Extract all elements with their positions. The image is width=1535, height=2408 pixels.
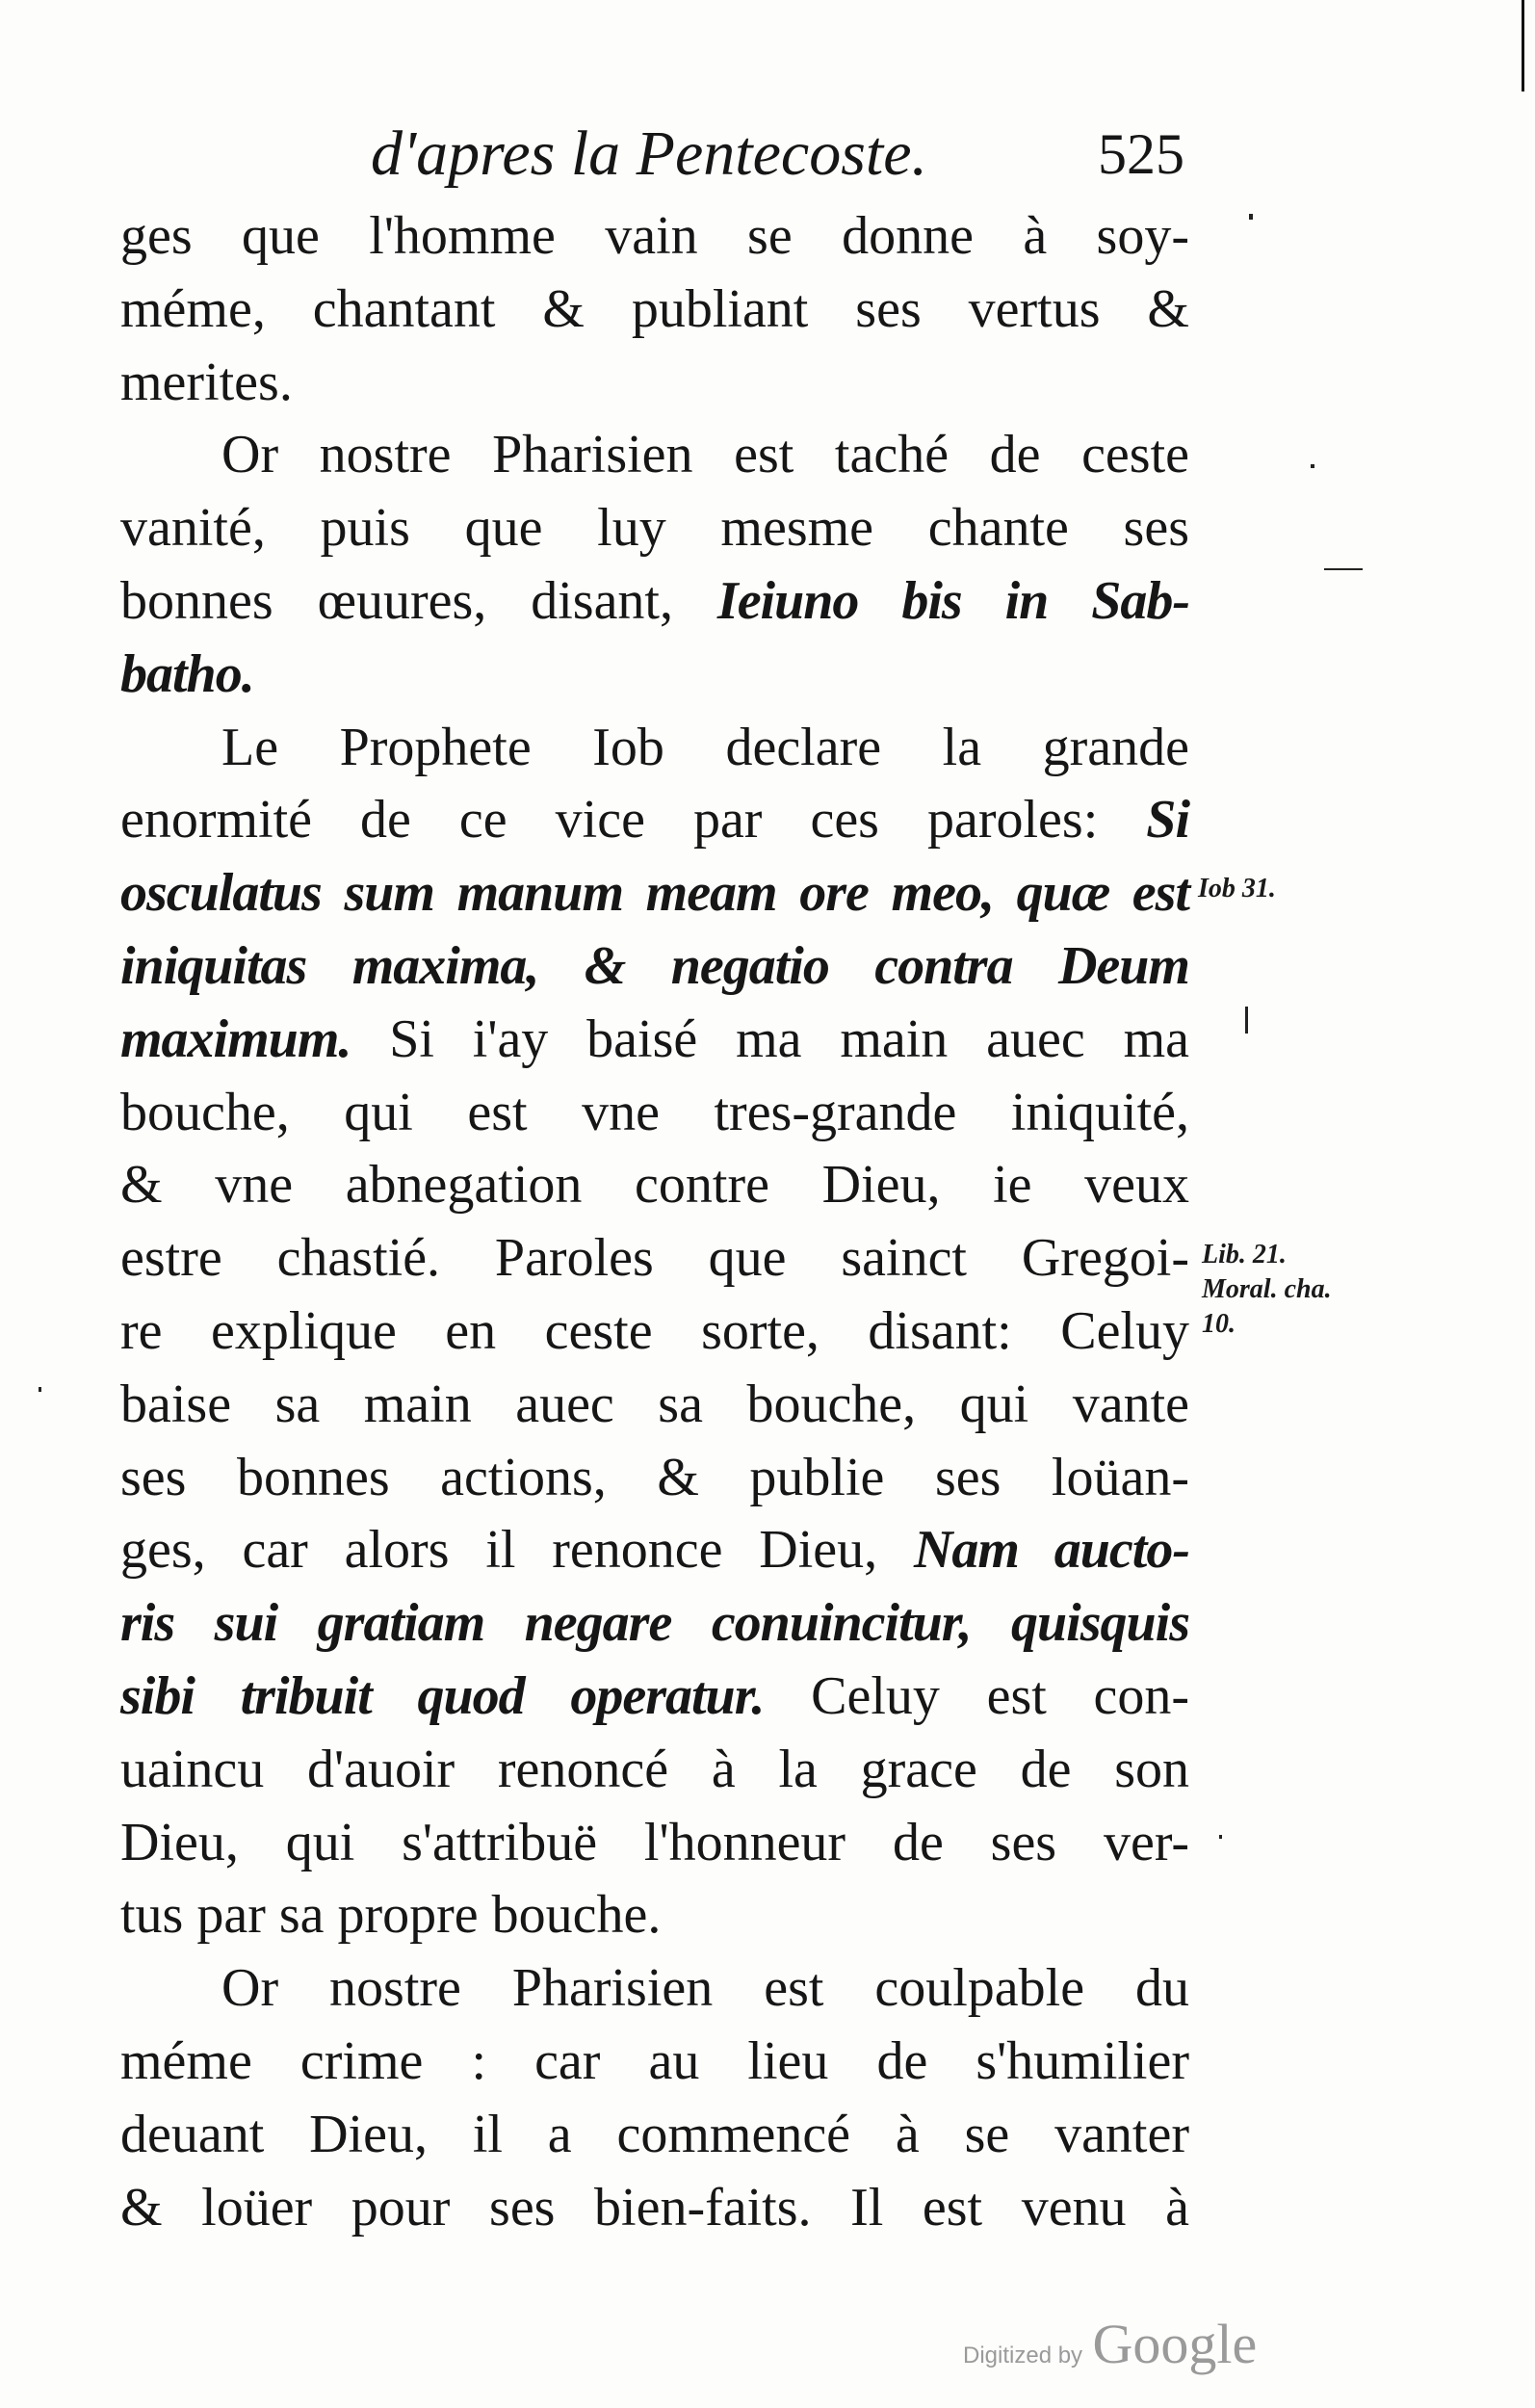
running-header <box>337 111 1184 197</box>
text-run: & vne abnegation contre Dieu, ie veux <box>120 1155 1189 1216</box>
text-line <box>120 1077 1189 1150</box>
latin-quote: iniquitas maxima, & negatio contra Deum <box>120 935 1189 996</box>
text-line <box>120 2026 1189 2099</box>
running-title: d'apres la Pentecoste. <box>371 118 928 189</box>
text-line <box>120 347 1189 420</box>
latin-quote: Nam aucto- <box>913 1520 1189 1581</box>
watermark-prefix: Digitized by <box>963 2343 1083 2369</box>
text-line <box>120 1807 1189 1880</box>
scan-speck <box>1219 1835 1222 1839</box>
text-line <box>120 1879 1189 1952</box>
text-run: Celuy est con- <box>764 1665 1190 1726</box>
text-line <box>120 1661 1189 1734</box>
text-run: estre chastié. Paroles que sainct Gregoi- <box>120 1228 1189 1289</box>
latin-quote: batho. <box>120 643 254 704</box>
text-line <box>120 2172 1189 2245</box>
text-run: merites. <box>120 352 293 412</box>
text-line <box>120 857 1189 930</box>
text-run: Si i'ay baisé ma main auec ma <box>351 1008 1189 1069</box>
text-run: deuant Dieu, il a commencé à se vanter <box>120 2104 1189 2164</box>
text-run: bouche, qui est vne tres-grande iniquité, <box>120 1082 1189 1142</box>
text-line <box>120 1004 1189 1077</box>
text-line <box>120 419 1189 492</box>
text-line <box>120 1149 1189 1222</box>
text-run: Or nostre Pharisien est taché de ceste <box>221 425 1189 485</box>
google-logo: Google <box>1092 2313 1258 2375</box>
text-run: Or nostre Pharisien est coulpable du <box>221 1958 1189 2019</box>
text-line <box>120 1296 1189 1369</box>
text-line <box>120 1952 1189 2026</box>
text-run: uaincu d'auoir renoncé à la grace de son <box>120 1739 1189 1799</box>
text-line <box>120 639 1189 712</box>
latin-quote: osculatus sum manum meam ore meo, quæ est <box>120 863 1189 924</box>
body-text <box>120 200 1189 2244</box>
text-run: bonnes œuures, disant, <box>120 570 717 631</box>
scan-speck <box>1249 214 1253 220</box>
text-line <box>120 492 1189 565</box>
text-line <box>120 1587 1189 1661</box>
page-edge-mark <box>1522 0 1524 92</box>
scan-speck <box>39 1387 41 1392</box>
text-line <box>120 784 1189 857</box>
latin-quote: Ieiuno bis in Sab- <box>716 570 1190 631</box>
text-line <box>120 1442 1189 1515</box>
margin-note-job: Iob 31. <box>1198 874 1276 903</box>
scan-speck <box>1324 568 1363 570</box>
text-run: ses bonnes actions, & publie ses loüan- <box>120 1447 1189 1507</box>
scan-speck <box>1311 464 1314 468</box>
text-run: Le Prophete Iob declare la grande <box>221 717 1189 777</box>
text-run: enormité de ce vice par ces paroles: <box>120 790 1147 851</box>
latin-quote: maximum. <box>120 1008 351 1069</box>
text-run: ges, car alors il renonce Dieu, <box>120 1520 914 1581</box>
text-line <box>120 274 1189 347</box>
digitized-watermark <box>963 2312 1257 2376</box>
scan-speck <box>1245 1007 1248 1034</box>
text-run: & loüer pour ses bien-faits. Il est venu à <box>120 2177 1189 2238</box>
text-run: tus par sa propre bouche. <box>120 1885 662 1946</box>
text-line <box>120 1734 1189 1807</box>
text-line <box>120 1222 1189 1296</box>
text-line <box>120 712 1189 785</box>
text-run: méme crime : car au lieu de s'humilier <box>120 2030 1189 2091</box>
text-run: baise sa main auec sa bouche, qui vante <box>120 1374 1189 1434</box>
text-line <box>120 1369 1189 1442</box>
text-run: re explique en ceste sorte, disant: Celuy <box>120 1300 1189 1361</box>
text-run: Dieu, qui s'attribuë l'honneur de ses ver- <box>120 1812 1189 1872</box>
text-line <box>120 565 1189 639</box>
latin-quote: Si <box>1146 790 1189 851</box>
latin-quote: ris sui gratiam negare conuincitur, quisquis <box>120 1593 1189 1654</box>
text-line <box>120 200 1189 274</box>
text-run: méme, chantant & publiant ses vertus & <box>120 278 1189 339</box>
text-run: ges que l'homme vain se donne à soy- <box>120 206 1189 266</box>
latin-quote: sibi tribuit quod operatur. <box>120 1665 765 1726</box>
text-line <box>120 930 1189 1004</box>
margin-note-gregory: Lib. 21. Moral. cha. 10. <box>1202 1240 1332 1339</box>
text-line <box>120 1514 1189 1587</box>
page-number: 525 <box>1098 122 1184 186</box>
text-line <box>120 2099 1189 2172</box>
text-run: vanité, puis que luy mesme chante ses <box>120 498 1189 559</box>
